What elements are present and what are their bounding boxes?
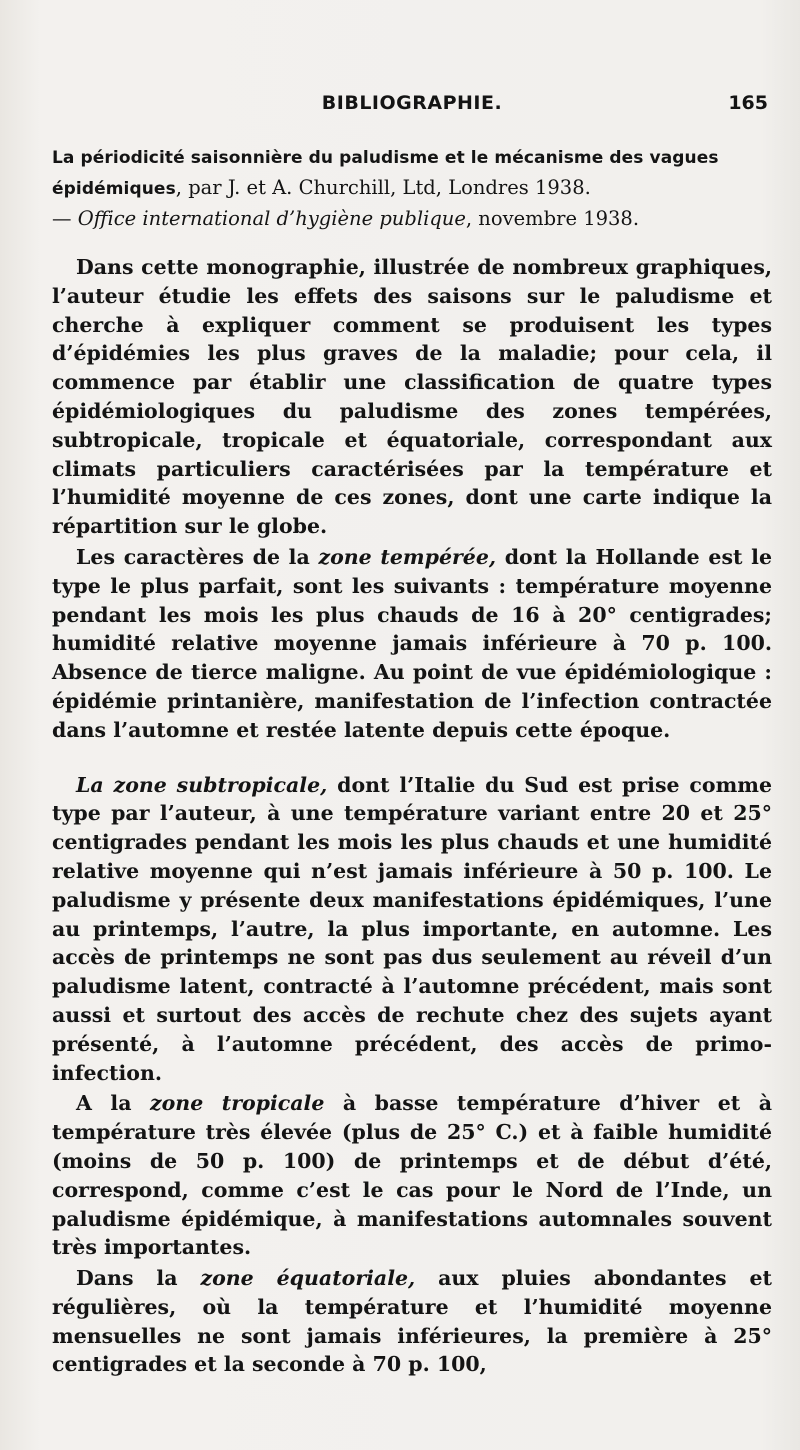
paragraph-tropical-text: à basse température d’hiver et à température très élevée (plus de 25° C.) et à faible humidité (moins de 50 p. 100) de printemps et de début d’été, correspond, comme c’est le cas pour le Nord de l’Inde, un paludisme épidémique, à manifestations automnales souvent très importantes. [52, 1091, 772, 1260]
paragraph-temperate-text: dont la Hollande est le type le plus parfait, sont les suivants : température moyenne pendant les mois les plus chauds de 16 à 20° centigrades; humidité relative moyenne jamais inférieure à 70 p. 100. Absence de tierce maligne. Au point de vue épidémiologique : épidémie printanière, manifestation de l’infection contractée dans l’automne et restée latente depuis cette époque. [52, 544, 772, 742]
page-number: 165 [728, 92, 768, 114]
citation-authors-publisher: , par J. et A. Churchill, Ltd, Londres 1938. [175, 176, 591, 199]
term-tropical-zone: zone tropicale [149, 1091, 325, 1116]
citation-title: La périodicité saisonnière du paludisme et le mécanisme des vagues épidémiques [52, 148, 719, 199]
paragraph-subtropical-zone [52, 771, 772, 1088]
term-temperate-zone: zone tempérée, [318, 544, 497, 569]
bibliographic-citation [52, 142, 772, 233]
paragraph-overview [52, 253, 772, 541]
term-equatorial-zone: zone équatoriale, [200, 1266, 416, 1291]
citation-dash: — [52, 207, 78, 230]
paragraph-equatorial-zone [52, 1264, 772, 1379]
paragraph-subtropical-text: dont l’Italie du Sud est prise comme type par l’auteur, à une température variant entre 20 et 25° centigrades pendant les mois les plus chauds et une humidité relative moyenne qui n’est jamais inférieure à 50 p. 100. Le paludisme y présente deux manifestations épidémiques, l’une au printemps, l’autre, la plus importante, en automne. Les accès de printemps ne sont pas dus seulement au réveil d’un paludisme latent, contracté à l’automne précédent, mais sont aussi et surtout des accès de rechute chez des sujets ayant présenté, à l’automne précédent, des accès de primo-infection. [52, 772, 772, 1085]
paragraph-temperate-zone [52, 543, 772, 745]
citation-date: , novembre 1938. [465, 207, 640, 230]
paragraph-equatorial-text: aux pluies abondantes et régulières, où la température et l’humidité moyenne mensuelles ne sont jamais inférieures, la première à 25° centigrades et la seconde à 70 p. 100, [52, 1266, 772, 1377]
running-title: BIBLIOGRAPHIE. [321, 92, 503, 114]
paragraph-temperate-lead: Les caractères de la [76, 544, 319, 569]
paragraph-tropical-zone [52, 1089, 772, 1262]
paragraph-tropical-lead: A la [76, 1091, 150, 1116]
citation-journal: Office international d’hygiène publique [77, 207, 466, 230]
paragraph-overview-text: Dans cette monographie, illustrée de nombreux graphiques, l’auteur étudie les effets des saisons sur le paludisme et cherche à expliquer comment se produisent les types d’épidémies les plus graves de la maladie; pour cela, il commence par établir une classification de quatre types épidémiologiques du paludisme des zones tempérées, subtropicale, tropicale et équatoriale, correspondant aux climats particuliers caractérisées par la température et l’humidité moyenne de ces zones, dont une carte indique la répartition sur le globe. [52, 255, 772, 539]
paragraph-equatorial-lead: Dans la [76, 1266, 201, 1291]
term-subtropical-zone: La zone subtropicale, [76, 772, 328, 797]
running-head [52, 92, 772, 122]
